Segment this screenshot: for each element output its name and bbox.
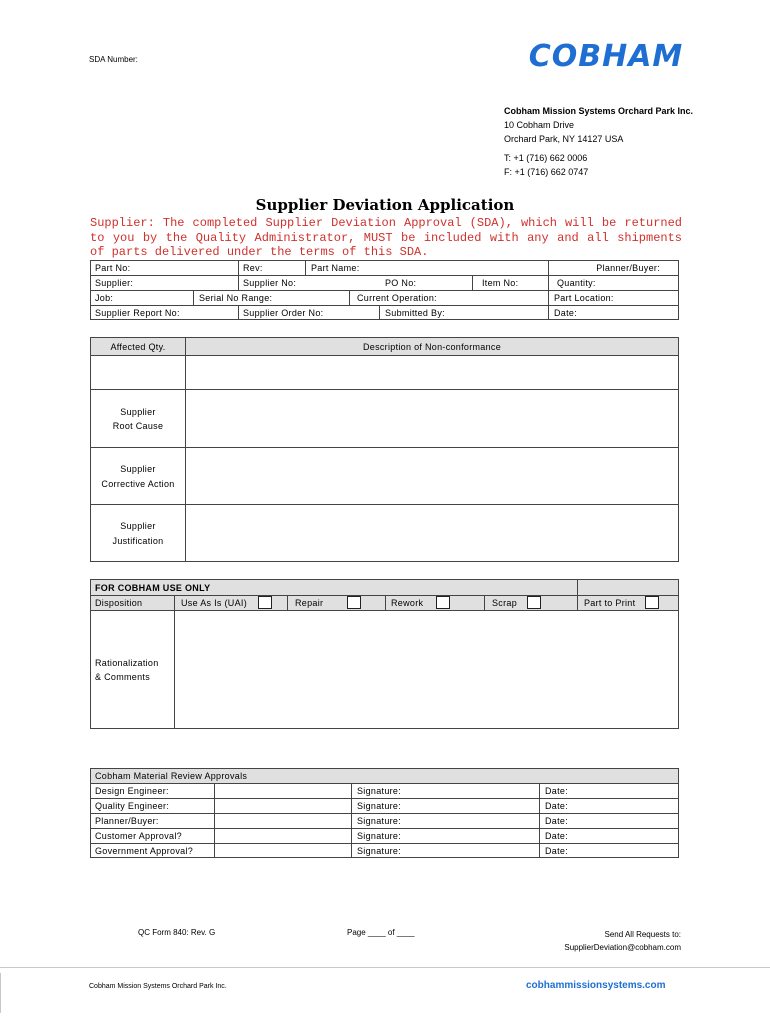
planner-buyer-date[interactable]: Date:	[545, 816, 569, 826]
part-name-field[interactable]: Part Name:	[311, 263, 360, 273]
part-no-field[interactable]: Part No:	[95, 263, 131, 273]
design-engineer-date[interactable]: Date:	[545, 786, 569, 796]
send-requests-label: Send All Requests to:	[604, 930, 681, 939]
government-approval-label: Government Approval?	[95, 846, 194, 856]
supplier-no-field[interactable]: Supplier No:	[243, 278, 297, 288]
nonconformance-table	[90, 337, 679, 562]
serial-no-range-field[interactable]: Serial No Range:	[199, 293, 273, 303]
government-approval-signature[interactable]: Signature:	[357, 846, 402, 856]
mrb-approvals-table	[90, 768, 679, 858]
repair-checkbox[interactable]	[347, 596, 361, 609]
send-requests-block	[480, 928, 681, 954]
design-engineer-signature[interactable]: Signature:	[357, 786, 402, 796]
page-number: Page ____ of ____	[347, 928, 415, 937]
address-line-2: Orchard Park, NY 14127 USA	[504, 134, 624, 144]
rationalization-input[interactable]	[175, 611, 678, 728]
page-title: Supplier Deviation Application	[255, 196, 515, 214]
rationalization-label-1: Rationalization	[95, 658, 159, 668]
disposition-label: Disposition	[95, 598, 143, 608]
government-approval-date[interactable]: Date:	[545, 846, 569, 856]
part-to-print-checkbox[interactable]	[645, 596, 659, 609]
current-operation-field[interactable]: Current Operation:	[357, 293, 437, 303]
quantity-field[interactable]: Quantity:	[557, 278, 596, 288]
justification-label-1: Supplier	[120, 521, 156, 531]
part-info-table	[90, 260, 679, 320]
corrective-action-input[interactable]	[186, 448, 678, 504]
item-no-field[interactable]: Item No:	[482, 278, 519, 288]
footer-company: Cobham Mission Systems Orchard Park Inc.	[89, 983, 227, 990]
description-header: Description of Non-conformance	[362, 342, 502, 352]
corrective-action-label-1: Supplier	[120, 464, 156, 474]
footer-left-border	[0, 973, 1, 1013]
root-cause-input[interactable]	[186, 390, 678, 447]
use-as-is-checkbox[interactable]	[258, 596, 272, 609]
rework-checkbox[interactable]	[436, 596, 450, 609]
root-cause-label-1: Supplier	[120, 407, 156, 417]
scrap-checkbox[interactable]	[527, 596, 541, 609]
company-name: Cobham Mission Systems Orchard Park Inc.	[504, 106, 694, 116]
po-no-field[interactable]: PO No:	[385, 278, 417, 288]
part-location-field[interactable]: Part Location:	[554, 293, 614, 303]
quality-engineer-label: Quality Engineer:	[95, 801, 170, 811]
mrb-heading: Cobham Material Review Approvals	[95, 771, 248, 781]
planner-buyer-label: Planner/Buyer:	[95, 816, 159, 826]
customer-approval-date[interactable]: Date:	[545, 831, 569, 841]
send-requests-email[interactable]: SupplierDeviation@cobham.com	[564, 943, 681, 952]
customer-approval-signature[interactable]: Signature:	[357, 831, 402, 841]
cobham-use-heading: FOR COBHAM USE ONLY	[95, 583, 211, 593]
affected-qty-input[interactable]	[91, 356, 185, 389]
planner-buyer-signature[interactable]: Signature:	[357, 816, 402, 826]
sda-number-label: SDA Number:	[89, 55, 138, 64]
quality-engineer-date[interactable]: Date:	[545, 801, 569, 811]
form-number: QC Form 840: Rev. G	[138, 928, 216, 937]
design-engineer-label: Design Engineer:	[95, 786, 169, 796]
quality-engineer-signature[interactable]: Signature:	[357, 801, 402, 811]
date-field[interactable]: Date:	[554, 308, 578, 318]
company-address-block	[504, 104, 693, 179]
supplier-report-no-field[interactable]: Supplier Report No:	[95, 308, 180, 318]
footer-divider	[0, 967, 770, 968]
fax: F: +1 (716) 662 0747	[504, 167, 589, 177]
cobham-logo	[503, 41, 709, 71]
supplier-notice: Supplier: The completed Supplier Deviation Approval (SDA), which will be returned to you by the Quality Administrator, MUST be included with any and all shipments of parts delivered under the terms of this SDA.	[90, 216, 682, 259]
supplier-order-no-field[interactable]: Supplier Order No:	[243, 308, 324, 318]
justification-label-2: Justification	[112, 536, 164, 546]
website-link[interactable]: cobhammissionsystems.com	[526, 980, 666, 991]
rev-field[interactable]: Rev:	[243, 263, 263, 273]
customer-approval-label: Customer Approval?	[95, 831, 182, 841]
affected-qty-header: Affected Qty.	[110, 342, 166, 352]
part-to-print-label: Part to Print	[584, 598, 636, 608]
use-as-is-label: Use As Is (UAI)	[181, 598, 248, 608]
supplier-field[interactable]: Supplier:	[95, 278, 134, 288]
description-input[interactable]	[186, 356, 678, 389]
rationalization-label-2: & Comments	[95, 672, 151, 682]
repair-label: Repair	[295, 598, 324, 608]
rework-label: Rework	[391, 598, 424, 608]
job-field[interactable]: Job:	[95, 293, 114, 303]
planner-buyer-field[interactable]: Planner/Buyer:	[596, 263, 660, 273]
phone: T: +1 (716) 662 0006	[504, 153, 588, 163]
root-cause-label-2: Root Cause	[112, 421, 164, 431]
address-line-1: 10 Cobham Drive	[504, 120, 575, 130]
cobham-use-table	[90, 579, 679, 729]
corrective-action-label-2: Corrective Action	[101, 479, 175, 489]
justification-input[interactable]	[186, 505, 678, 561]
submitted-by-field[interactable]: Submitted By:	[385, 308, 445, 318]
scrap-label: Scrap	[492, 598, 518, 608]
logo-text: COBHAM	[528, 41, 684, 71]
